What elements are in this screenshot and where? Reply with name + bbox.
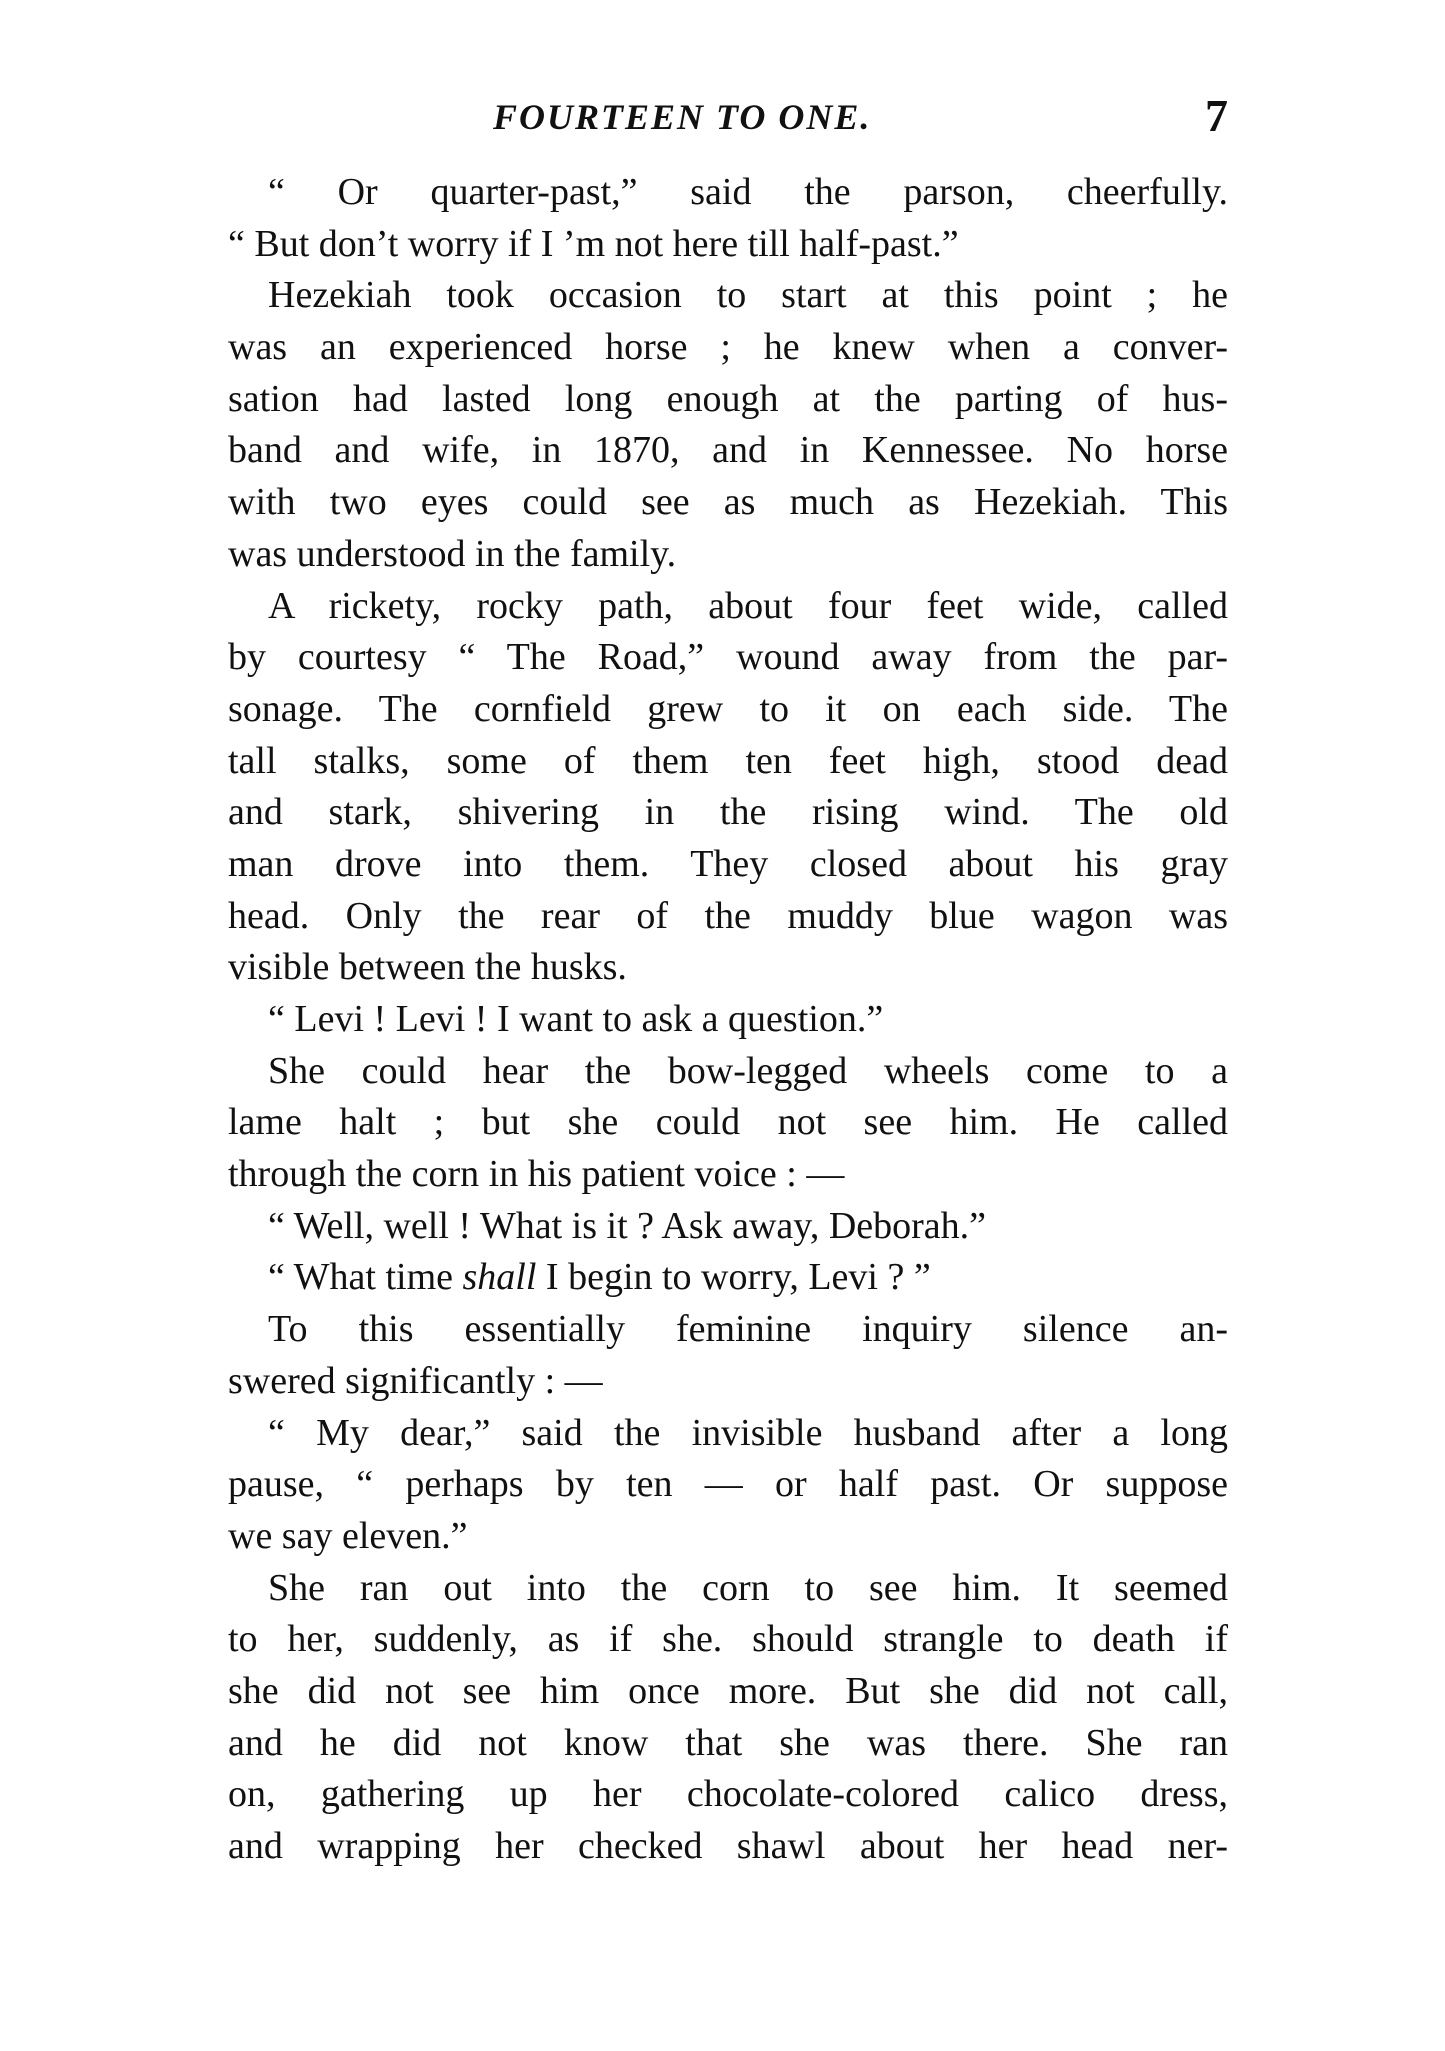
text-line: pause, “ perhaps by ten — or half past. Or suppose	[228, 1463, 1228, 1506]
text-line: tall stalks, some of them ten feet high, stood dead	[228, 739, 1228, 782]
text-line: and wrapping her checked shawl about her head ner-	[228, 1825, 1228, 1867]
text-line: sation had lasted long enough at the parting of hus-	[228, 377, 1228, 420]
text-line: on, gathering up her chocolate-colored calico dress,	[228, 1773, 1228, 1816]
text-line: we say eleven.”	[228, 1514, 468, 1557]
text-line: to her, suddenly, as if she. should strangle to death if	[228, 1618, 1228, 1661]
text-line: was understood in the family.	[228, 532, 677, 575]
text-line: and he did not know that she was there. She ran	[228, 1721, 1228, 1764]
text-line: visible between the husks.	[228, 946, 627, 989]
text-line: A rickety, rocky path, about four feet wide, called	[268, 584, 1228, 627]
text-line: Hezekiah took occasion to start at this point ; he	[268, 274, 1228, 317]
running-title: FOURTEEN TO ONE.	[493, 97, 872, 137]
text-line: swered significantly : —	[228, 1359, 603, 1402]
page-number: 7	[1205, 90, 1228, 141]
running-head	[228, 92, 1228, 152]
text-line: sonage. The cornfield grew to it on each side. The	[228, 687, 1228, 730]
text-line: band and wife, in 1870, and in Kennessee. No horse	[228, 429, 1228, 472]
text-line	[228, 1252, 1228, 1304]
text-line: head. Only the rear of the muddy blue wagon was	[228, 894, 1228, 937]
text-line: man drove into them. They closed about his gray	[228, 842, 1228, 885]
text-line: She ran out into the corn to see him. It seemed	[268, 1566, 1228, 1609]
text-line: was an experienced horse ; he knew when a conver-	[228, 326, 1228, 369]
text-line: “ Or quarter-past,” said the parson, cheerfully.	[268, 171, 1228, 213]
text-line: lame halt ; but she could not see him. He called	[228, 1101, 1228, 1144]
text-line: through the corn in his patient voice : —	[228, 1153, 845, 1196]
text-line: and stark, shivering in the rising wind. The old	[228, 791, 1228, 834]
text-line: To this essentially feminine inquiry silence an-	[268, 1308, 1228, 1351]
emphasis: shall	[462, 1256, 537, 1299]
body-text	[228, 167, 1228, 1873]
text-line: “ Well, well ! What is it ? Ask away, Deborah.”	[268, 1204, 987, 1247]
text-line: with two eyes could see as much as Hezekiah. This	[228, 481, 1228, 524]
text-line: “ But don’t worry if I ’m not here till half-past.”	[228, 222, 959, 265]
text-segment: I begin to worry, Levi ? ”	[536, 1256, 931, 1299]
text-line: she did not see him once more. But she did not call,	[228, 1669, 1228, 1712]
text-line: She could hear the bow-legged wheels come to a	[268, 1049, 1228, 1092]
text-line: by courtesy “ The Road,” wound away from the par-	[228, 636, 1228, 679]
text-line: “ Levi ! Levi ! I want to ask a question.”	[268, 998, 884, 1040]
text-line: “ My dear,” said the invisible husband after a long	[268, 1411, 1228, 1454]
text-segment: “ What time	[268, 1256, 463, 1299]
